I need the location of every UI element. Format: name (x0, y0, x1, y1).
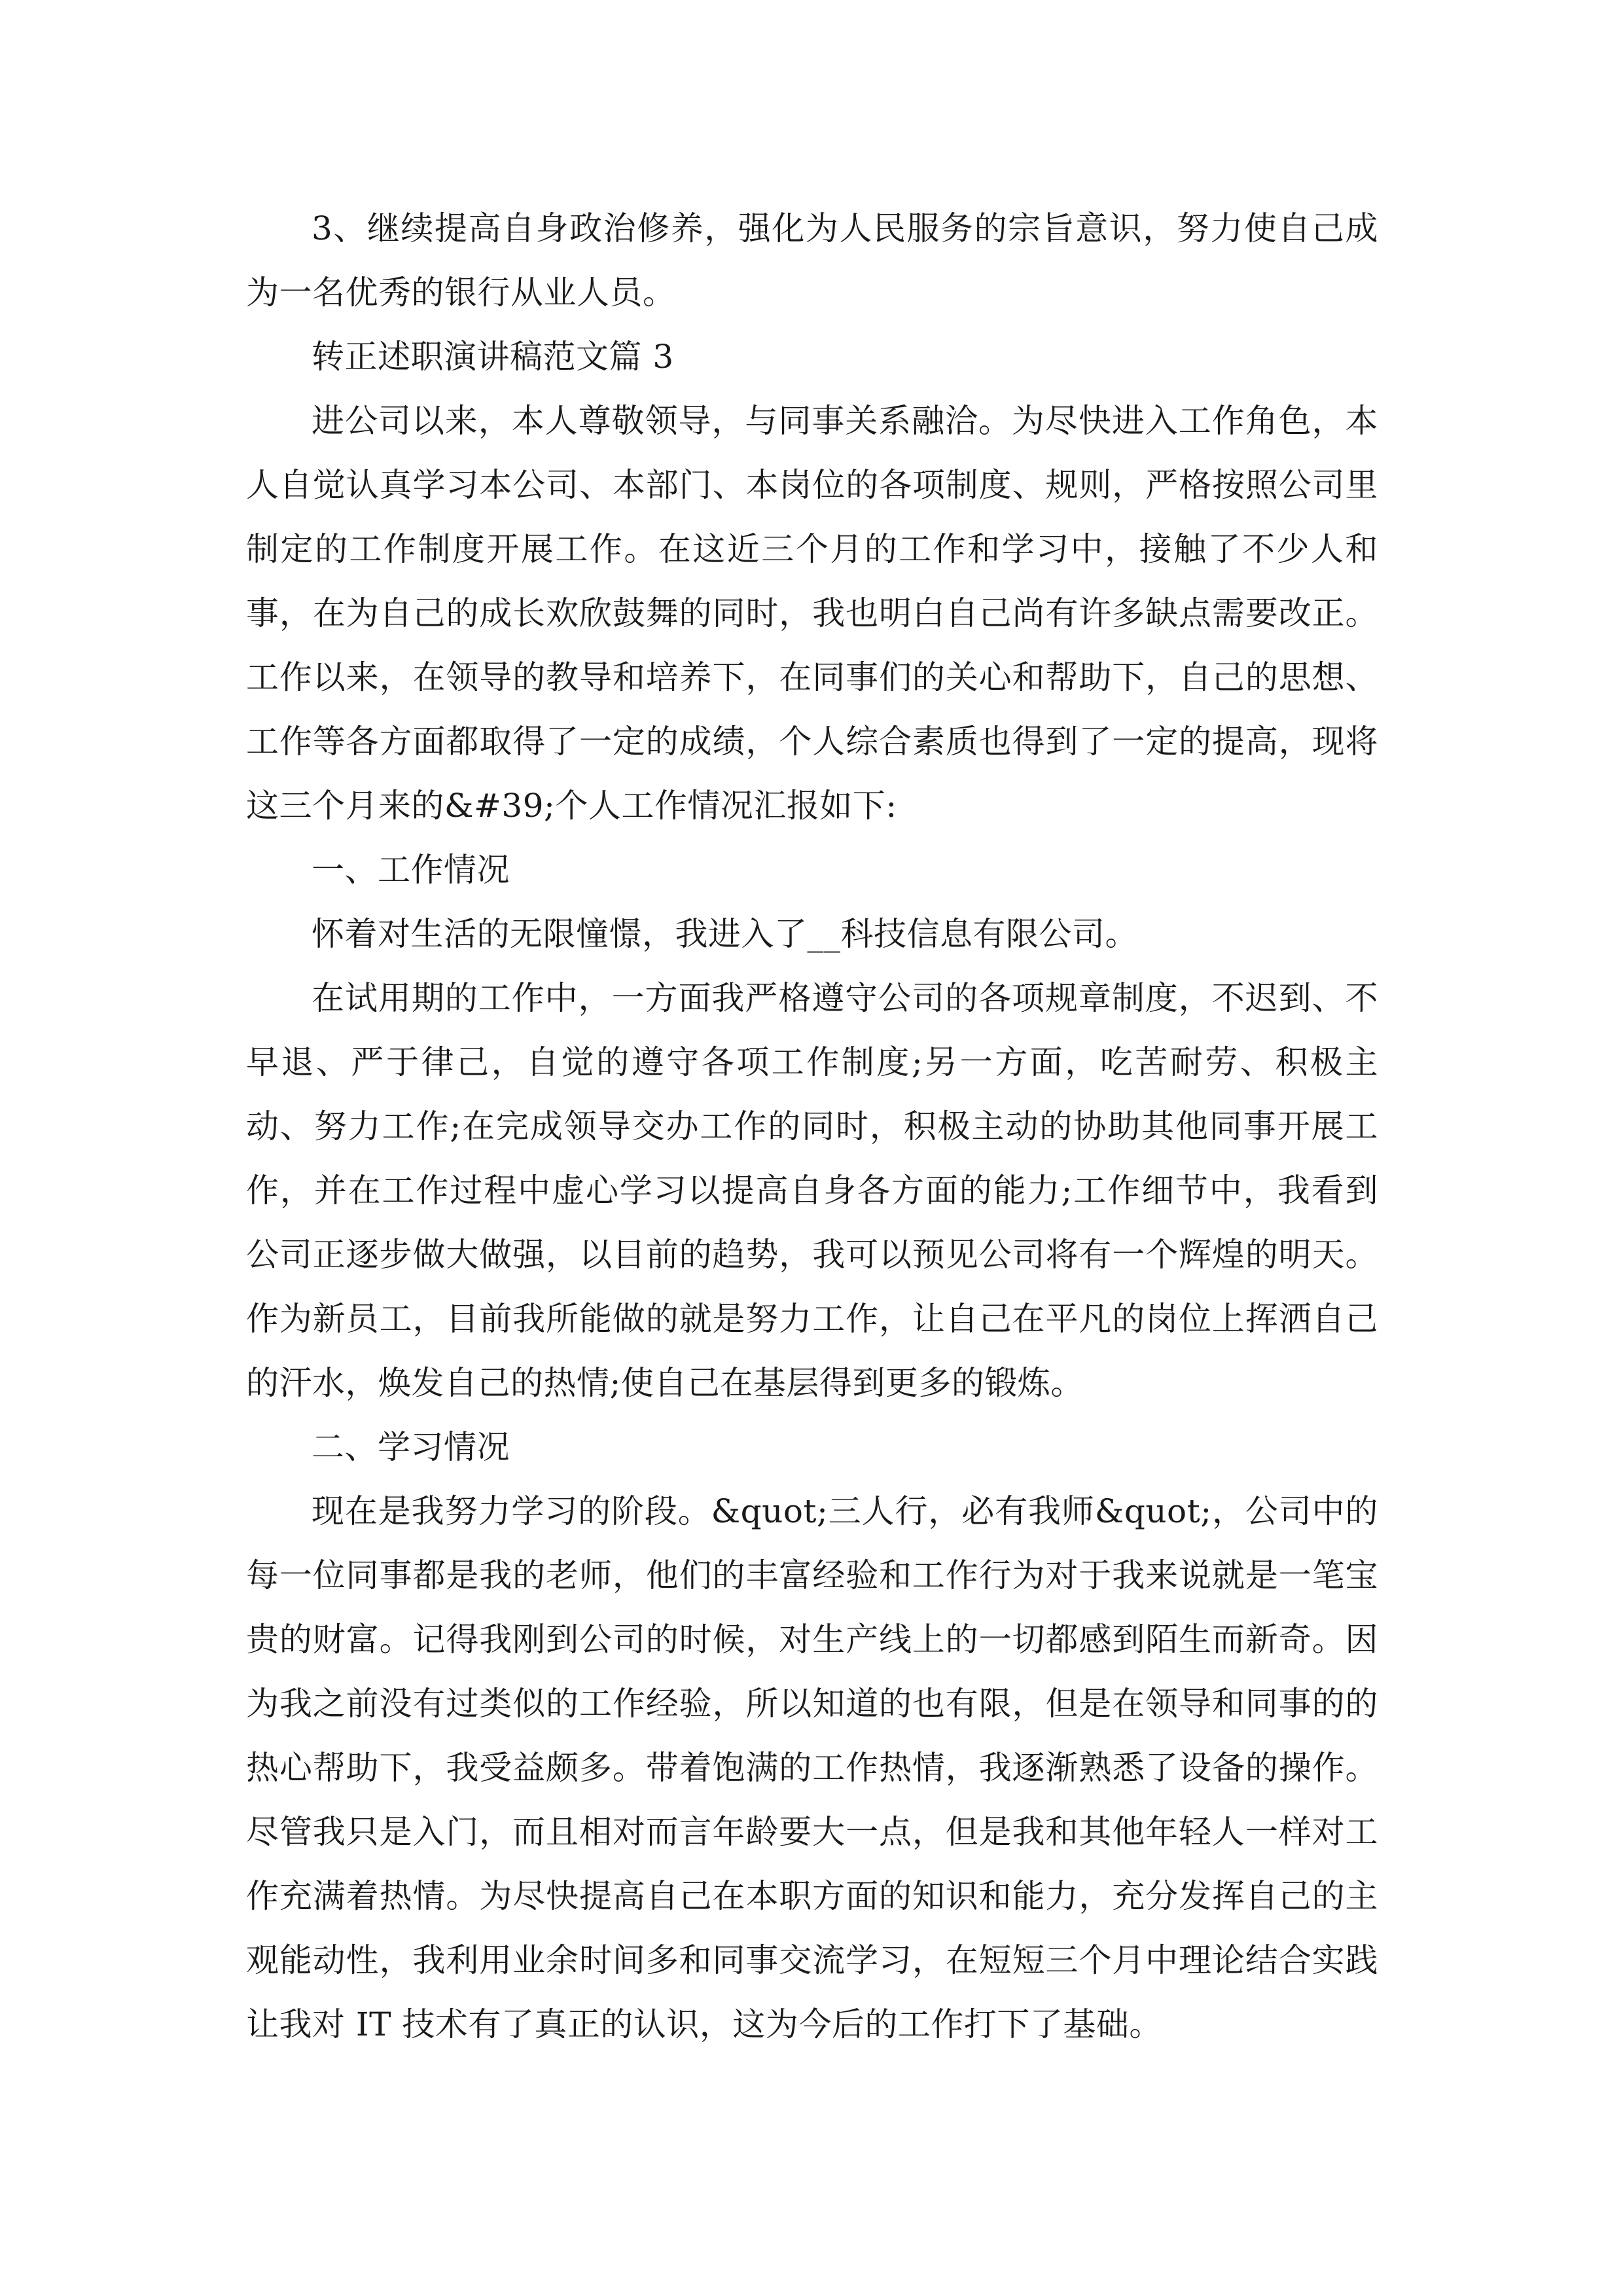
work-paragraph: 在试用期的工作中，一方面我严格遵守公司的各项规章制度，不迟到、不早退、严于律己，自觉的遵守各项工作制度;另一方面，吃苦耐劳、积极主动、努力工作;在完成领导交办工作的同时，积极主动的协助其他同事开展工作，并在工作过程中虚心学习以提高自身各方面的能力;工作细节中，我看到公司正逐步做大做强，以目前的趋势，我可以预见公司将有一个辉煌的明天。作为新员工，目前我所能做的就是努力工作，让自己在平凡的岗位上挥洒自己的汗水，焕发自己的热情;使自己在基层得到更多的锻炼。 (246, 979, 1378, 1402)
document-body (246, 196, 1378, 2056)
company-join-paragraph: 怀着对生活的无限憧憬，我进入了__科技信息有限公司。 (312, 915, 1138, 953)
study-paragraph: 现在是我努力学习的阶段。&quot;三人行，必有我师&quot;，公司中的每一位同事都是我的老师，他们的丰富经验和工作行为对于我来说就是一笔宝贵的财富。记得我刚到公司的时候，对生产线上的一切都感到陌生而新奇。因为我之前没有过类似的工作经验，所以知道的也有限，但是在领导和同事的的热心帮助下，我受益颇多。带着饱满的工作热情，我逐渐熟悉了设备的操作。尽管我只是入门，而且相对而言年龄要大一点，但是我和其他年轻人一样对工作充满着热情。为尽快提高自己在本职方面的知识和能力，充分发挥自己的主观能动性，我利用业余时间多和同事交流学习，在短短三个月中理论结合实践让我对 IT 技术有了真正的认识，这为今后的工作打下了基础。 (246, 1492, 1378, 2043)
heading-work-situation: 一、工作情况 (312, 851, 510, 889)
heading-study-situation: 二、学习情况 (312, 1428, 510, 1466)
intro-paragraph: 进公司以来，本人尊敬领导，与同事关系融洽。为尽快进入工作角色，本人自觉认真学习本公司、本部门、本岗位的各项制度、规则，严格按照公司里制定的工作制度开展工作。在这近三个月的工作和学习中，接触了不少人和事，在为自己的成长欢欣鼓舞的同时，我也明白自己尚有许多缺点需要改正。工作以来，在领导的教导和培养下，在同事们的关心和帮助下，自己的思想、工作等各方面都取得了一定的成绩，个人综合素质也得到了一定的提高，现将这三个月来的&#39;个人工作情况汇报如下: (246, 402, 1378, 825)
paragraph-item-3: 3、继续提高自身政治修养，强化为人民服务的宗旨意识，努力使自己成为一名优秀的银行从业人员。 (246, 209, 1378, 312)
section-title-part-3: 转正述职演讲稿范文篇 3 (312, 338, 674, 376)
